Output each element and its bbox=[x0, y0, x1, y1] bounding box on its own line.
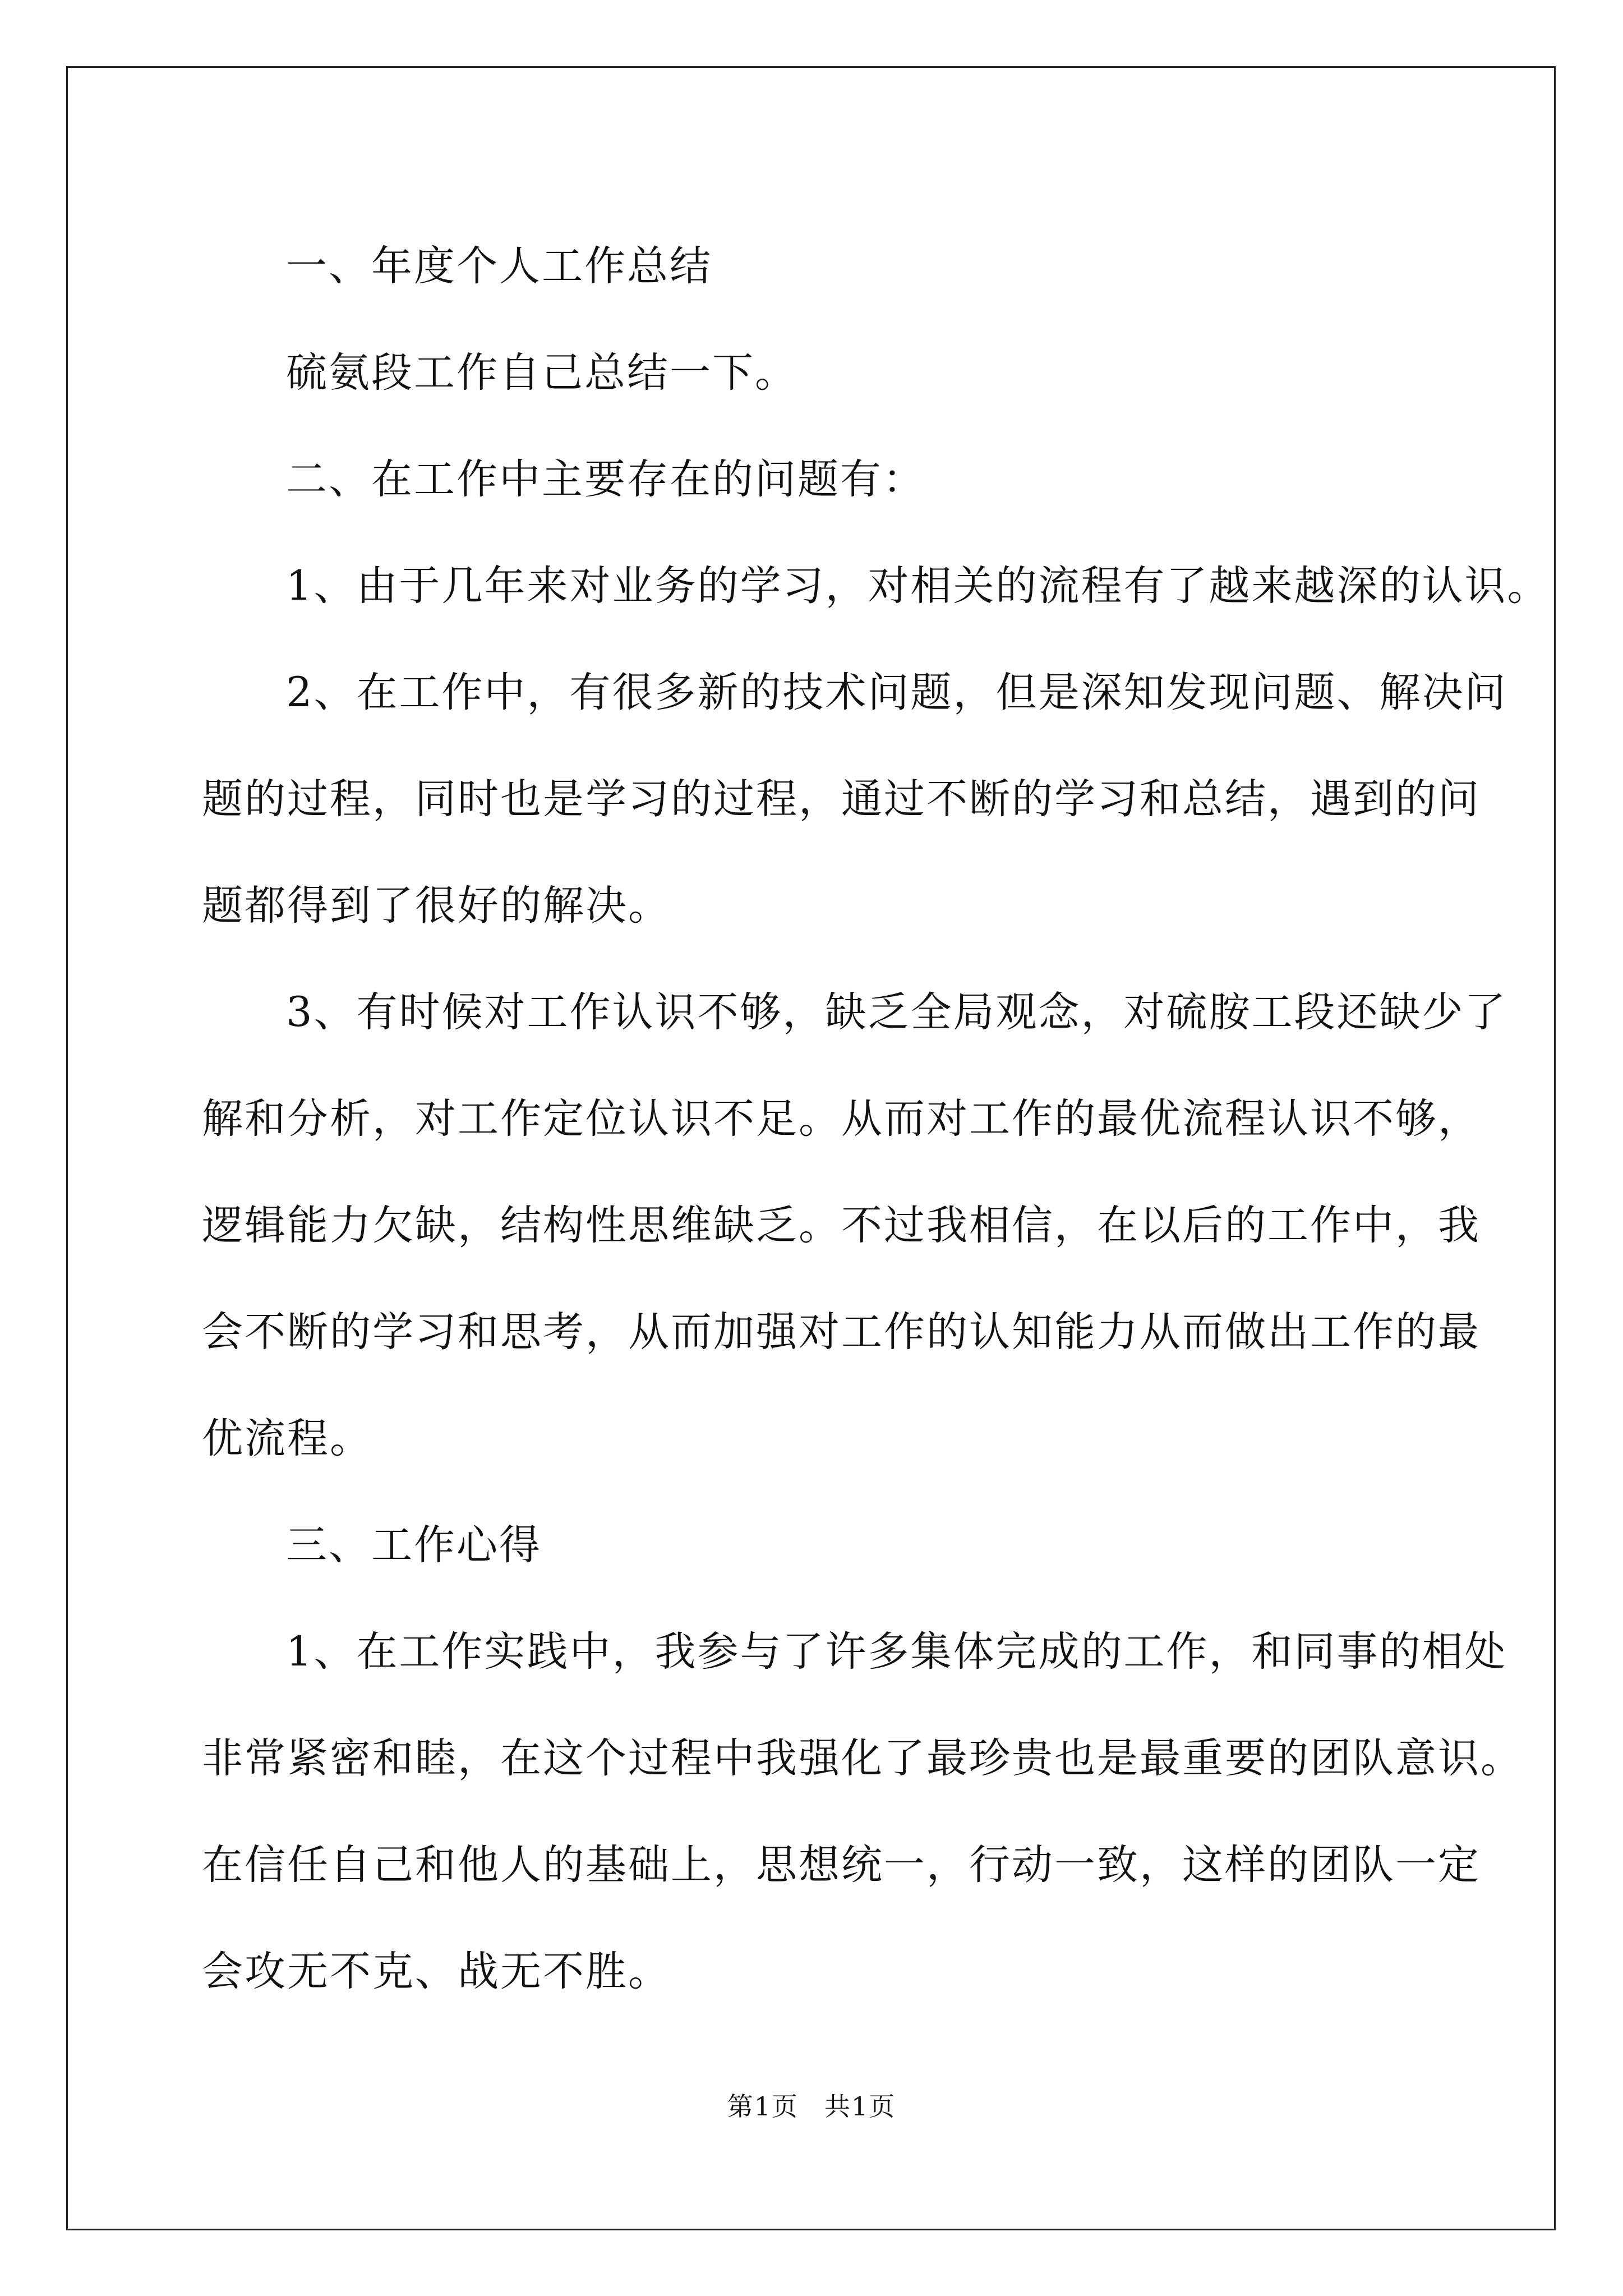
paragraph-line: 解和分析，对工作定位认识不足。从而对工作的最优流程认识不够， bbox=[202, 1095, 1481, 1143]
page-number: 第1页 bbox=[727, 2091, 799, 2122]
section-heading-problems: 二、在工作中主要存在的问题有： bbox=[286, 455, 925, 503]
page-footer bbox=[0, 2090, 1623, 2123]
paragraph-line: 2、在工作中，有很多新的技术问题，但是深知发现问题、解决问 bbox=[286, 669, 1507, 716]
section-heading-annual-summary: 一、年度个人工作总结 bbox=[286, 242, 712, 290]
page-total: 共1页 bbox=[824, 2091, 896, 2122]
paragraph-line: 逻辑能力欠缺，结构性思维缺乏。不过我相信，在以后的工作中，我 bbox=[202, 1202, 1481, 1249]
paragraph-line: 1、由于几年来对业务的学习，对相关的流程有了越来越深的认识。 bbox=[286, 562, 1550, 610]
paragraph-line: 硫氨段工作自己总结一下。 bbox=[286, 349, 797, 397]
document-body bbox=[202, 213, 1550, 2025]
paragraph-line: 题的过程，同时也是学习的过程，通过不断的学习和总结，遇到的问 bbox=[202, 775, 1481, 823]
paragraph-line: 非常紧密和睦，在这个过程中我强化了最珍贵也是最重要的团队意识。 bbox=[202, 1734, 1523, 1782]
paragraph-line: 3、有时候对工作认识不够，缺乏全局观念，对硫胺工段还缺少了 bbox=[286, 988, 1507, 1036]
paragraph-line: 题都得到了很好的解决。 bbox=[202, 882, 671, 930]
paragraph-line: 会攻无不克、战无不胜。 bbox=[202, 1948, 671, 1995]
paragraph-line: 1、在工作实践中，我参与了许多集体完成的工作，和同事的相处 bbox=[286, 1628, 1507, 1676]
paragraph-line: 会不断的学习和思考，从而加强对工作的认知能力从而做出工作的最 bbox=[202, 1308, 1481, 1356]
section-heading-experience: 三、工作心得 bbox=[286, 1521, 542, 1569]
paragraph-line: 在信任自己和他人的基础上，思想统一，行动一致，这样的团队一定 bbox=[202, 1841, 1481, 1889]
paragraph-line: 优流程。 bbox=[202, 1415, 372, 1462]
